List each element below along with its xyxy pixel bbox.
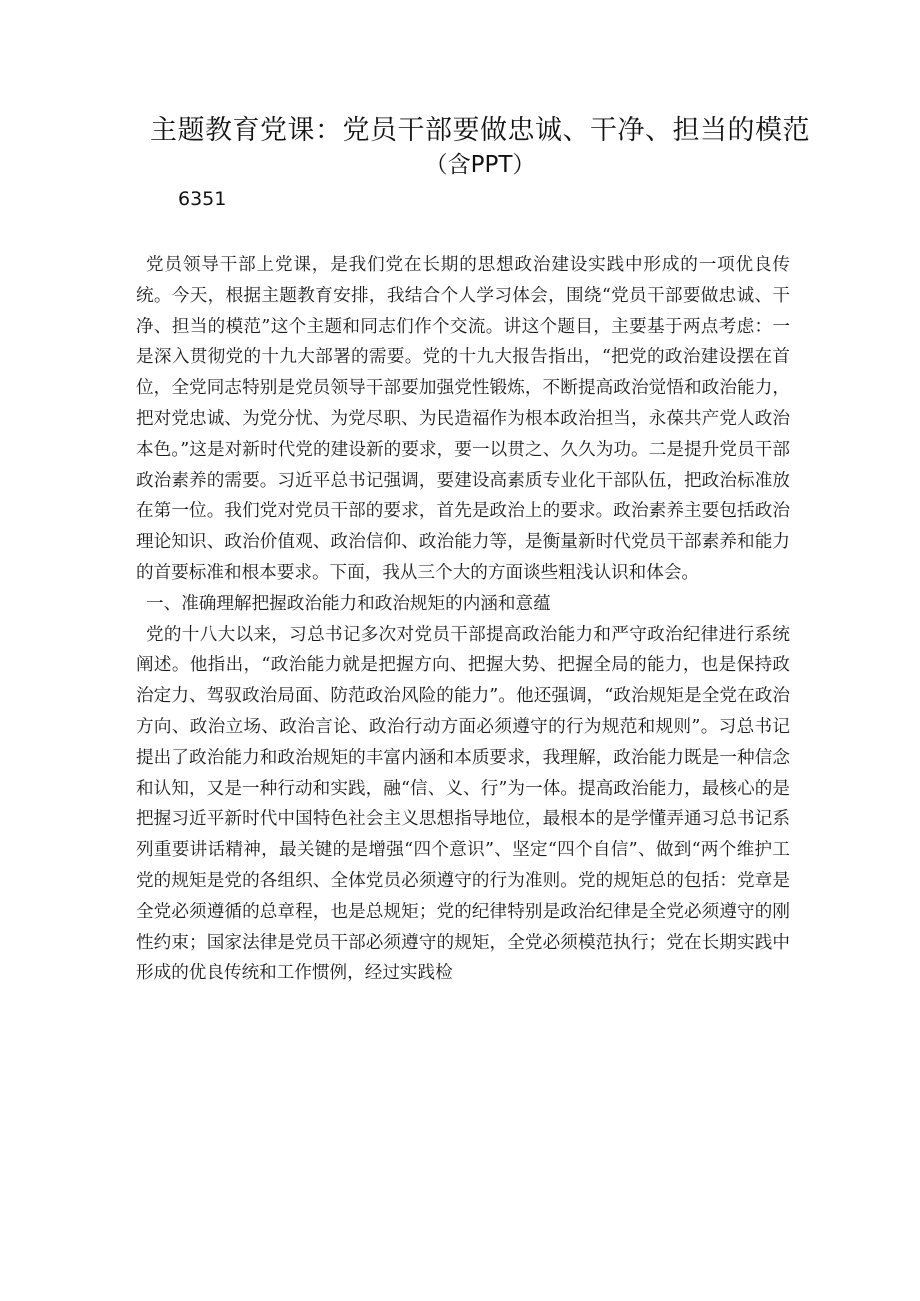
document-body: [136, 250, 790, 989]
section-heading: 一、准确理解把握政治能力和政治规矩的内涵和意蕴: [146, 593, 551, 614]
section-paragraph: 党的十八大以来，习总书记多次对党员干部提高政治能力和严守政治纪律进行系统阐述。他指出，“政治能力就是把握方向、把握大势、把握全局的能力，也是保持政治定力、驾驭政治局面、防范政治风险的能力”。他还强调，“政治规矩是全党在政治方向、政治立场、政治言论、政治行动方面必须遵守的行为规范和规则”。习总书记提出了政治能力和政治规矩的丰富内涵和本质要求，我理解，政治能力既是一种信念和认知，又是一种行动和实践，融“信、义、行”为一体。提高政治能力，最核心的是把握习近平新时代中国特色社会主义思想指导地位，最根本的是学懂弄通习总书记系列重要讲话精神，最关键的是增强“四个意识”、坚定“四个自信”、做到“两个维护工党的规矩是党的各组织、全体党员必须遵守的行为准则。党的规矩总的包括：党章是全党必须遵循的总章程，也是总规矩；党的纪律特别是政治纪律是全党必须遵守的刚性约束；国家法律是党员干部必须遵守的规矩，全党必须模范执行；党在长期实践中形成的优良传统和工作惯例，经过实践检: [136, 624, 790, 984]
document-number: 6351: [178, 188, 227, 210]
document-title-suffix: （含PPT）: [424, 152, 536, 178]
document-title: 主题教育党课：党员干部要做忠诚、干净、担当的模范: [150, 115, 810, 146]
intro-paragraph: 党员领导干部上党课，是我们党在长期的思想政治建设实践中形成的一项优良传统。今天，根据主题教育安排，我结合个人学习体会，围绕“党员干部要做忠诚、干净、担当的模范”这个主题和同志们作个交流。讲这个题目，主要基于两点考虑：一是深入贯彻党的十九大部署的需要。党的十九大报告指出，“把党的政治建设摆在首位，全党同志特别是党员领导干部要加强党性锻炼，不断提高政治觉悟和政治能力，把对党忠诚、为党分忧、为党尽职、为民造福作为根本政治担当，永葆共产党人政治本色。”这是对新时代党的建设新的要求，要一以贯之、久久为功。二是提升党员干部政治素养的需要。习近平总书记强调，要建设高素质专业化干部队伍，把政治标准放在第一位。我们党对党员干部的要求，首先是政治上的要求。政治素养主要包括政治理论知识、政治价值观、政治信仰、政治能力等，是衡量新时代党员干部素养和能力的首要标准和根本要求。下面，我从三个大的方面谈些粗浅认识和体会。: [136, 255, 790, 583]
